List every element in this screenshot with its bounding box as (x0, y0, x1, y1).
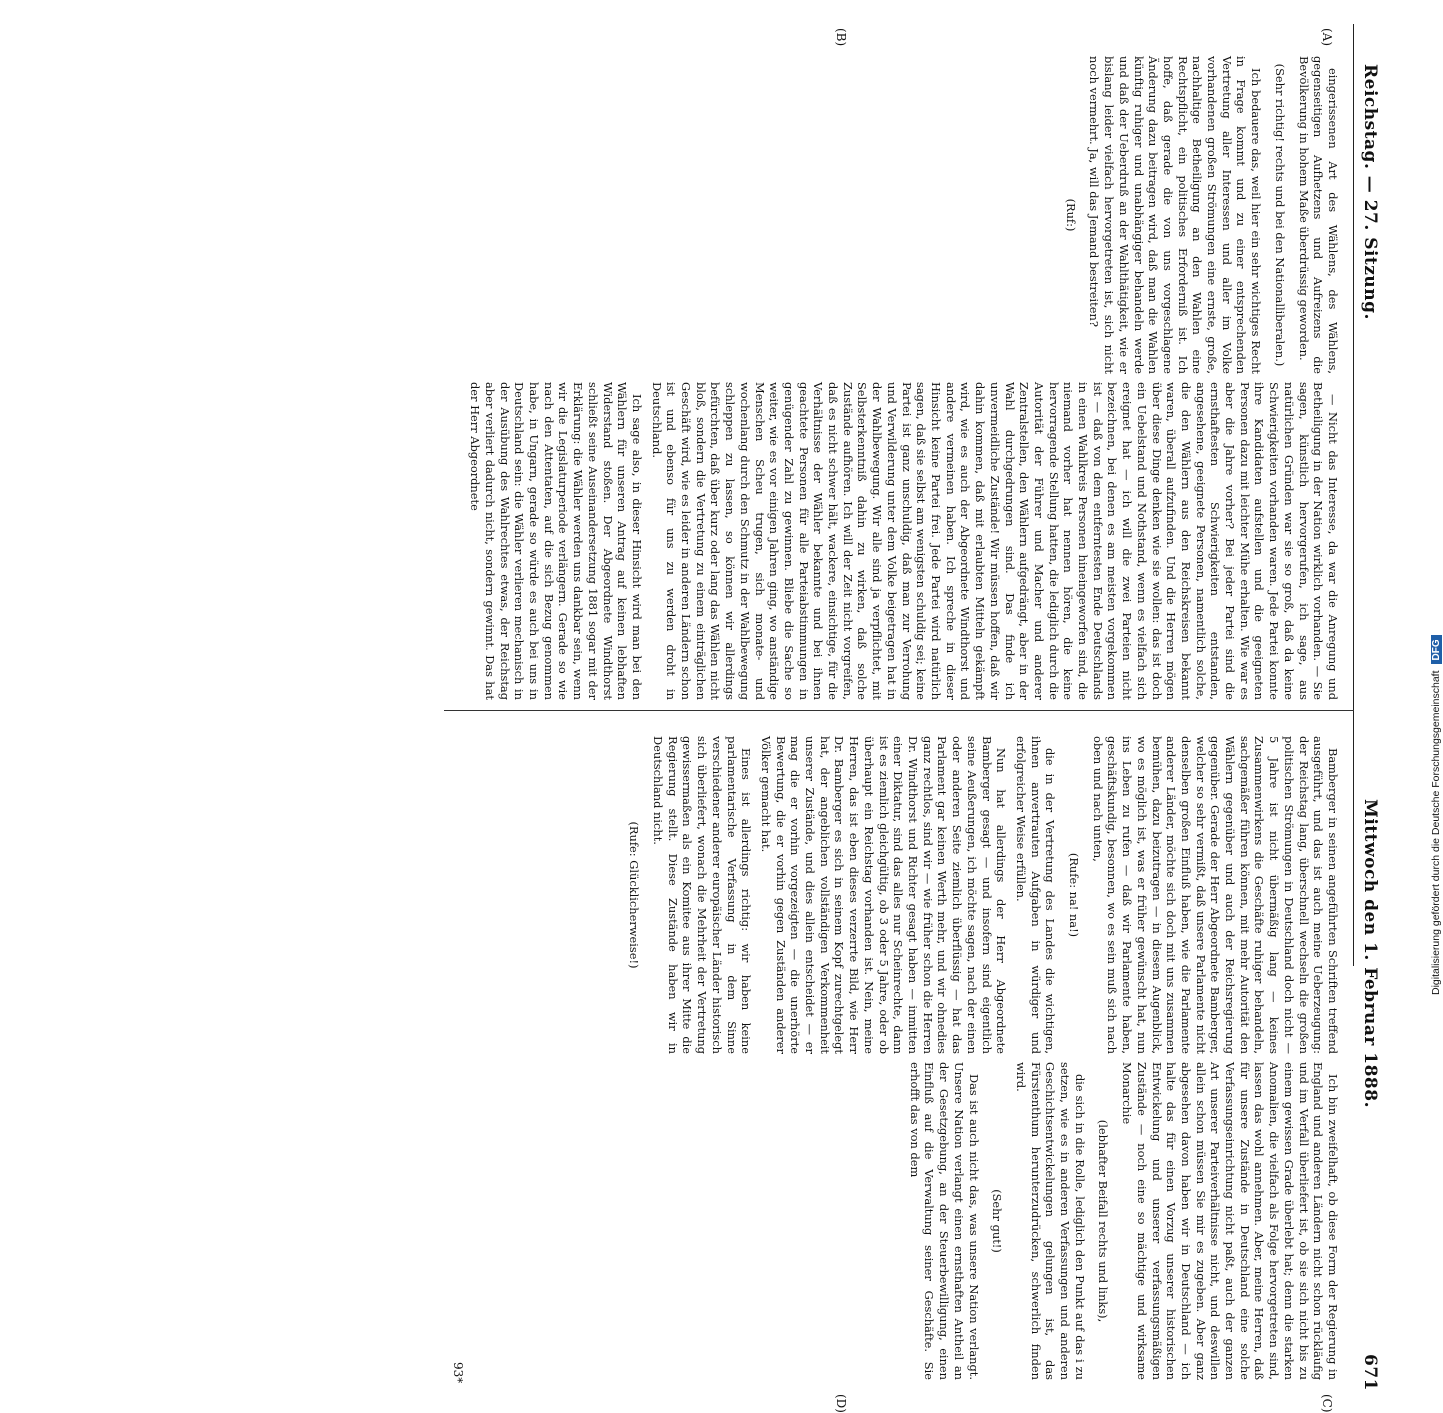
dfg-logo: DFG (1431, 635, 1442, 664)
stage-direction: (Ruf:) (1063, 198, 1078, 232)
speech-paragraph: Bamberger in seinen angeführten Schriften treffend ausgeführt, und das ist auch meine Ueberzeugung: der Reichstag lang, überschnell wechseln die großen politischen Strömungen in Deutschland doch nicht — 5 Jahre ist nicht übermäßig lang — keines Zusammenwirkens die Geschäfte ruhiger behandeln, sachgemäßer führen können, mit mehr Autorität den Wählern gegenüber und auch der Reichsregierung gegenüber. Gerade der Herr Abgeordnete Bamberger, welcher so sehr vermißt, daß unsere Parlamente nicht denselben großen Einfluß haben, wie die Parlamente anderer Länder, möchte sich doch mit uns zusammen bemühen, dazu beizutragen — in diesem Augenblick, wo es möglich ist, was er früher gewünscht hat, nun ins Leben zu rufen — daß wir Parlamente haben, geschäftskundig, besonnen, wo es sein muß sich nach oben und nach unten, (1090, 736, 1340, 1054)
margin-marker-b: (B) (834, 28, 848, 47)
column-divider (444, 710, 1354, 711)
header-session: Reichstag. — 27. Sitzung. (1360, 64, 1380, 320)
speech-paragraph: die sich in die Rolle, lediglich den Punkt auf das i zu setzen, wie es in anderen Verfassungen und anderen Geschichtsentwickelungen gelungen ist, das Fürstenthum herunterzudrücken, schwerlich finden wird. (1013, 1062, 1087, 1380)
page-header (1353, 24, 1384, 1391)
scanned-page (0, 10, 1400, 1413)
speech-paragraph: Ich bedauere das, weil hier ein sehr wichtiges Recht in Frage kommt und zu einer entsprechenden Vertretung aller Interessen und aller im Volke vorhandenen großen Strömungen eine ernste, große, nachhaltige Betheiligung an den Wahlen eine Rechtspflicht, ein politisches Erforderniß ist. Ich hoffe, daß gerade die von uns vorgeschlagene Änderung dazu beitragen wird, daß man die Wahlen künftig ruhiger und unabhängiger behandeln werde und daß der Ueberdruß an der Wahlthätigkeit, wie er bislang leider vielfach hervorgetreten ist, sich nicht noch vermehrt. Ja, will das Jemand bestreiten? (1087, 56, 1264, 374)
speech-paragraph: Eines ist allerdings richtig: wir haben keine parlamentarische Verfassung in dem Sinne verschiedener anderer europäischer Länder historisch sich überliefert, wonach die Mehrheit der Vertretung gewissermaßen als ein Komitee aus ihrer Mitte die Regierung stellt. Diese Zustände haben wir in Deutschland nicht. (651, 736, 754, 1054)
speech-paragraph: eingerissenen Art des Wählens, des Wählens, gegenseitigen Aufhetzens und Aufreizens die Bevölkerung in hohem Maße überdrüssig geworden. (1296, 56, 1340, 374)
digitization-credit (1417, 0, 1442, 1000)
header-date: Mittwoch den 1. Februar 1888. (1360, 799, 1380, 1109)
page-number: 671 (1360, 1354, 1380, 1391)
stage-direction: (Sehr gut!) (990, 1189, 1005, 1253)
stage-direction: (lebhafter Beifall rechts und links), (1096, 1119, 1111, 1323)
stage-direction: (Rufe: Glücklicherweise!) (627, 821, 642, 969)
margin-marker-c: (C) (1320, 1394, 1334, 1413)
speech-paragraph: Nun hat allerdings der Herr Abgeordnete Bamberger gesagt — und insofern sind eigentlich seine Aeußerungen, ich möchte sagen, nach der einen oder anderen Seite ziemlich überflüssig — hat das Parlament gar keinen Werth mehr, und wir ohnedies ganz rechtlos, sind wir — wie früher schon die Herren Dr. Windthorst und Richter gesagt haben — inmitten einer Diktatur, sind das alles nur Scheinrechte, dann ist es ziemlich gleichgültig, ob 3 oder 5 Jahre, oder ob überhaupt ein Reichstag vorhanden ist. Nein, meine Herren, das ist eben dieses verzerrte Bild, wie Herr Dr. Bamberger es sich in seinem Kopf zurechtgelegt hat, der angeblichen vollständigen Verkommenheit unserer Zustände, und dies allein entscheidet — er mag die er vorhin vorgezeigten — die unerhörte Bewertung, die er vorhin gegen Zuständen anderer Völker gemacht hat. (758, 736, 1009, 1054)
text-column-left-b (450, 382, 1340, 700)
stage-direction: (Rufe: na! na!) (1067, 852, 1082, 938)
digitization-credit-text: Digitalisierung gefördert durch die Deutsche Forschungsgemeinschaft (1430, 670, 1442, 995)
margin-marker-a: (A) (1320, 28, 1334, 47)
speech-paragraph: Ich bin zweifelhaft, ob diese Form der Regierung in England und anderen Ländern nicht schon rückläufig und im Verfall überliefert ist, ob sie sich nicht bis zu einem gewissen Grade überlebt hat; denn die starken Anomalien, die vielfach als Folge hervorgetreten sind, lassen das wohl annehmen. Aber, meine Herren, daß für unsere Zustände in Deutschland eine solche Verfassungseinrichtung nicht paßt, auch der ganzen Art unserer Parteiverhältnisse nicht, und deswillen allein schon müssen Sie mir es zugeben. Aber ganz abgesehen davon haben wir in Deutschland — ich halte das für einen Vorzug unserer historischen Entwickelung und unserer verfassungsmäßigen Zustände — noch eine so mächtige und wirksame Monarchie (1120, 1062, 1340, 1380)
speech-paragraph: — Nicht das Interesse, da war die Anregung und Betheiligung in der Nation wirklich vorhanden. — Sie sagen, künstlich hervorgerufen, ich sage, aus natürlichen Gründen war sie so groß, daß da keine Schwierigkeiten vorhanden waren. Jede Partei konnte ihre Kandidaten aufstellen und die geeigneten Personen dazu mit leichter Mühe erhalten. Wie war es aber die Jahre vorher? Bei jeder Partei sind die ernsthaftesten Schwierigkeiten entstanden, angesehene, geeignete Personen, namentlich solche, die den Wählern aus den Reichskreisen bekannt waren, überall aufzufinden. Und die Herren mögen über diese Dinge denken wie sie wollen: das ist doch ein Uebelstand und Nothstand, wenn es vielfach sich ereignet hat — ich will die zwei Parteien nicht bezeichnen, bei denen es am meisten vorgekommen ist — daß von dem entferntesten Ende Deutschlands in einen Wahlkreis Personen hineingeworfen sind, die niemand vorher hat nennen hören, die keine hervorragende Stellung hatten, die lediglich durch die Autorität der Führer und Macher und anderer Zentralstellen, den Wählern aufgedrängt, aber in der Wahl durchgedrungen sind. Das finde ich unvermeidliche Zustände! Wir müssen hoffen, daß wir dahin kommen, daß mit erlaubten Mitteln gekämpft wird, wie es auch der Abgeordnete Windthorst und andere vermeinen haben. Ich spreche in dieser Hinsicht keine Partei frei. Jede Partei wird natürlich sagen, daß sie selbst am wenigsten schuldig sei; keine Partei ist ganz unschuldig, daß man zur Verrohung und Verwilderung unter dem Volke beigetragen hat in der Wahlbewegung. Wir alle sind ja verpflichtet, mit Selbsterkenntniß dahin zu wirken, daß solche Zustände aufhören. Ich will der Zeit nicht vorgreifen, daß es nicht schwer hält, wackere, einsichtige, für die Verhältnisse der Wähler bekannte und bei ihnen geachtete Personen für alle Parteiabstimmungen in genügender Zahl zu gewinnen. Bliebe die Sache so weiter, wie es vor einigen Jahren ging, wo anständige Menschen Scheu trugen, sich monate- und wochenlang durch den Schmutz in der Wahlbewegung schleppen zu lassen, so können wir allerdings befürchten, daß über kurz oder lang das Wählen nicht bloß, sondern die Vertretung zu einem einträglichen Geschäft wird, wie es leider in anderen Ländern schon ist und ebenso für uns zu werden droht in Deutschland. (649, 382, 1340, 700)
text-column-right-a (450, 736, 1340, 1054)
speech-paragraph: Ich sage also, in dieser Hinsicht wird man bei den Wählern für unseren Antrag auf keinen lebhaften Widerstand stoßen. Der Abgeordnete Windthorst schließt seine Auseinandersetzung 1881 sogar mit der Erklärung: die Wähler werden uns dankbar sein, wenn wir die Legislaturperiode verlängern. Gerade so wie nach den Attentaten, auf die sich Bezug genommen habe, in Ungarn, gerade so würde es auch bei uns in Deutschland sein: die Wähler verlieren mechanisch in der Ausübung des Wahlrechtes etwas, der Reichstag aber verliert dadurch nicht, sondern gewinnt. Das hat der Herr Abgeordnete (468, 382, 644, 700)
text-column-left-a (450, 56, 1340, 374)
speech-paragraph: Das ist auch nicht das, was unsere Nation verlangt. Unsere Nation verlangt einen ernsthaften Antheil an der Gesetzgebung, an der Steuerbewilligung, einen Einfluß auf die Verwaltung seiner Geschäfte. Sie erhofft das von dem (907, 1062, 981, 1380)
speech-paragraph: die in der Vertretung des Landes die wichtigen, ihnen anvertrauten Aufgaben in würdiger und erfolgreicher Weise erfüllen. (1013, 736, 1058, 1054)
stage-direction: (Sehr richtig! rechts und bei den Nationalliberalen.) (1272, 63, 1287, 367)
margin-marker-d: (D) (834, 1394, 848, 1413)
text-column-right-b (450, 1062, 1340, 1380)
signature-mark: 93* (451, 1362, 465, 1384)
